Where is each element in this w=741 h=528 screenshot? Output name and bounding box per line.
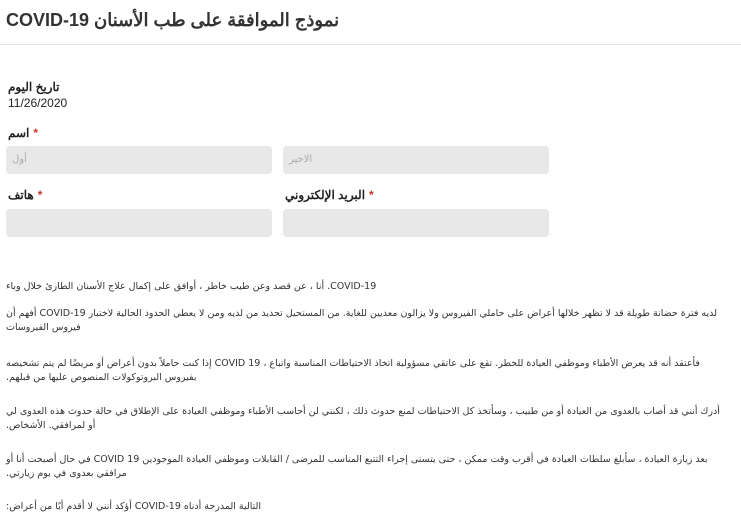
date-label: تاريخ اليوم (8, 80, 60, 94)
consent-paragraph-4: أدرك أنني قد أصاب بالعدوى من العيادة أو من طبيب ، وسأتخذ كل الاحتياطات لمنع حدوث ذلك ، لكنني لن أحاسب الأطباء وموظفي العيادة على الإطلاق في حالة حدوث هذه العدوى لي أو لمرافقي. الأشخاص. (6, 406, 720, 431)
consent-paragraph-2: لديه فترة حضانة طويلة قد لا تظهر خلالها أعراض على حاملي الفيروس ولا يزالون معديين للغاية. من المستحيل تحديد من لديه ومن لا يعطي الحدود الحالية لاختبار COVID-19 أفهم أن فيروس الفيروسات (6, 308, 718, 333)
name-label-text: اسم (8, 126, 30, 140)
phone-label-text: هاتف (8, 188, 34, 202)
title-divider (0, 44, 741, 45)
consent-paragraph-1: COVID-19. أنا ، عن قصد وعن طيب خاطر ، أوافق على إكمال علاج الأسنان الطارئ خلال وباء (6, 281, 377, 292)
consent-paragraph-3: فأعتقد أنه قد يعرض الأطباء وموظفي العيادة للخطر. تقع على عاتقي مسؤولية اتخاذ الاحتياطات المناسبة واتباع ، COVID 19 إذا كنت حاملاً بدون أعراض أو مريضًا لم يتم تشخيصه بفيروس البروتوكولات المنصوص عليها من قبلهم. (6, 358, 700, 383)
date-value: 11/26/2020 (8, 96, 68, 110)
last-name-input[interactable]: الاخير (283, 146, 549, 174)
required-mark: * (37, 188, 43, 202)
name-label (8, 126, 38, 140)
page-title: نموذج الموافقة على طب الأسنان COVID-19 (6, 10, 340, 30)
phone-input[interactable] (6, 209, 272, 237)
required-mark: * (369, 188, 374, 202)
consent-paragraph-6: التالية المدرجة أدناه COVID-19 أؤكد أنني لا أقدم أيًا من أعراض: (6, 501, 262, 512)
phone-label (8, 188, 42, 202)
first-name-input[interactable]: أول (6, 146, 272, 174)
consent-paragraph-5: بعد زيارة العيادة ، سأبلغ سلطات العيادة في أقرب وقت ممكن ، حتى يتسنى إجراء التتبع المناسب للمرضى / القابلات وموظفي العيادة الموجودين COVID 19 في حال أصبحت أنا أو مرافقي بعدوى في يوم زيارتي. (6, 454, 708, 479)
required-mark: * (33, 126, 39, 140)
email-input[interactable] (283, 209, 549, 237)
email-label-text: البريد الإلكتروني (285, 188, 366, 202)
email-label (285, 188, 374, 202)
